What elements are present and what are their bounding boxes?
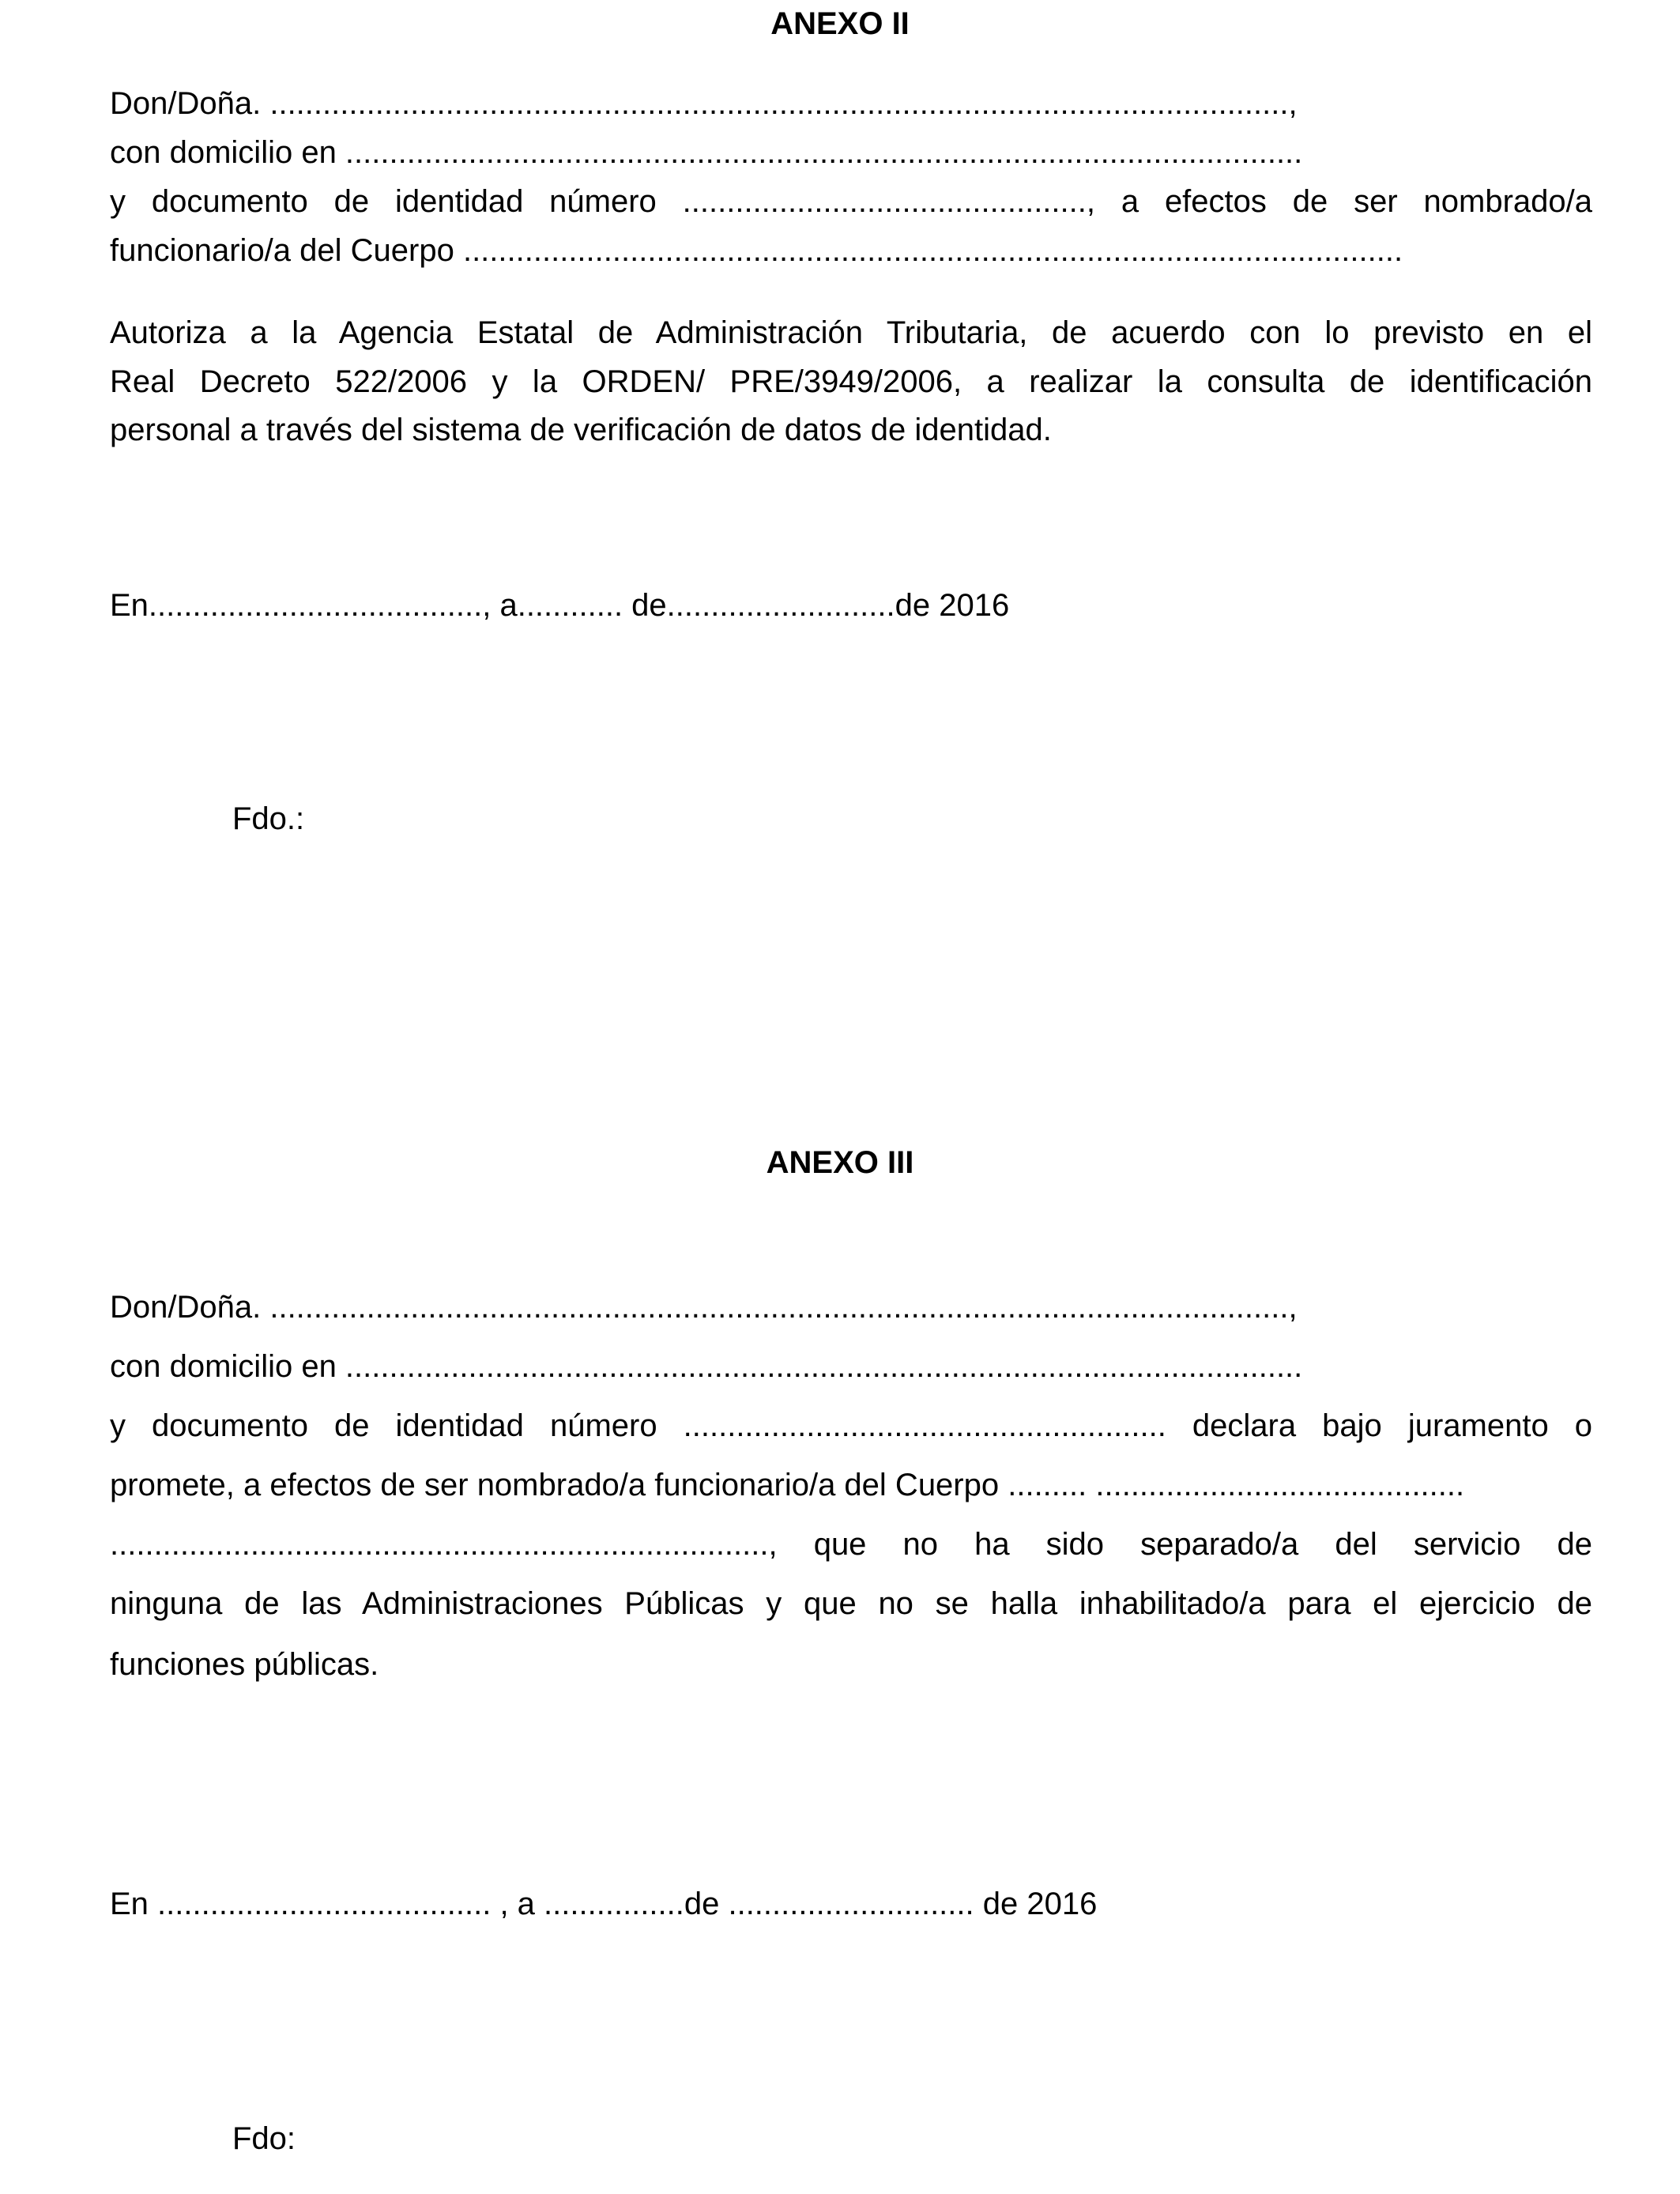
anexo-iii-inhabilitado-line: ninguna de las Administraciones Públicas y que no se halla inhabilitado/a para el ejercicio de <box>110 1586 1592 1621</box>
anexo-ii-title: ANEXO II <box>770 6 910 41</box>
anexo-iii-id-line: y documento de identidad número ....................................................... declara bajo juramento o <box>110 1408 1592 1443</box>
anexo-iii-funciones-line: funciones públicas. <box>110 1647 379 1682</box>
anexo-ii-id-line: y documento de identidad número .............................................., a efectos de ser nombrado/a <box>110 184 1592 219</box>
anexo-iii-signature: Fdo: <box>232 2121 296 2156</box>
anexo-iii-name-line: Don/Doña. ...................................................................................................................., <box>110 1290 1298 1325</box>
anexo-ii-paragraph-line-1: Autoriza a la Agencia Estatal de Administración Tributaria, de acuerdo con lo previsto en el <box>110 315 1592 350</box>
anexo-ii-paragraph-line-3: personal a través del sistema de verificación de datos de identidad. <box>110 413 1052 447</box>
anexo-ii-paragraph-line-2: Real Decreto 522/2006 y la ORDEN/ PRE/3949/2006, a realizar la consulta de identificación <box>110 364 1592 399</box>
anexo-iii-separado-line: ..........................................................................., que no ha sido separado/a del servicio de <box>110 1527 1592 1562</box>
anexo-ii-date-line: En......................................, a............ de..........................de 2016 <box>110 588 1010 623</box>
anexo-ii-address-line: con domicilio en ............................................................................................................. <box>110 135 1303 170</box>
anexo-ii-cuerpo-line: funcionario/a del Cuerpo ........................................................................................................... <box>110 233 1403 268</box>
anexo-ii-name-line: Don/Doña. ...................................................................................................................., <box>110 86 1298 121</box>
anexo-iii-address-line: con domicilio en ............................................................................................................. <box>110 1349 1303 1384</box>
anexo-iii-date-line: En ...................................... , a ................de ............................ de 2016 <box>110 1887 1098 1921</box>
anexo-iii-title: ANEXO III <box>766 1145 914 1180</box>
anexo-ii-signature: Fdo.: <box>232 801 305 836</box>
anexo-iii-cuerpo-line: promete, a efectos de ser nombrado/a funcionario/a del Cuerpo ......... .......................................... <box>110 1468 1465 1502</box>
